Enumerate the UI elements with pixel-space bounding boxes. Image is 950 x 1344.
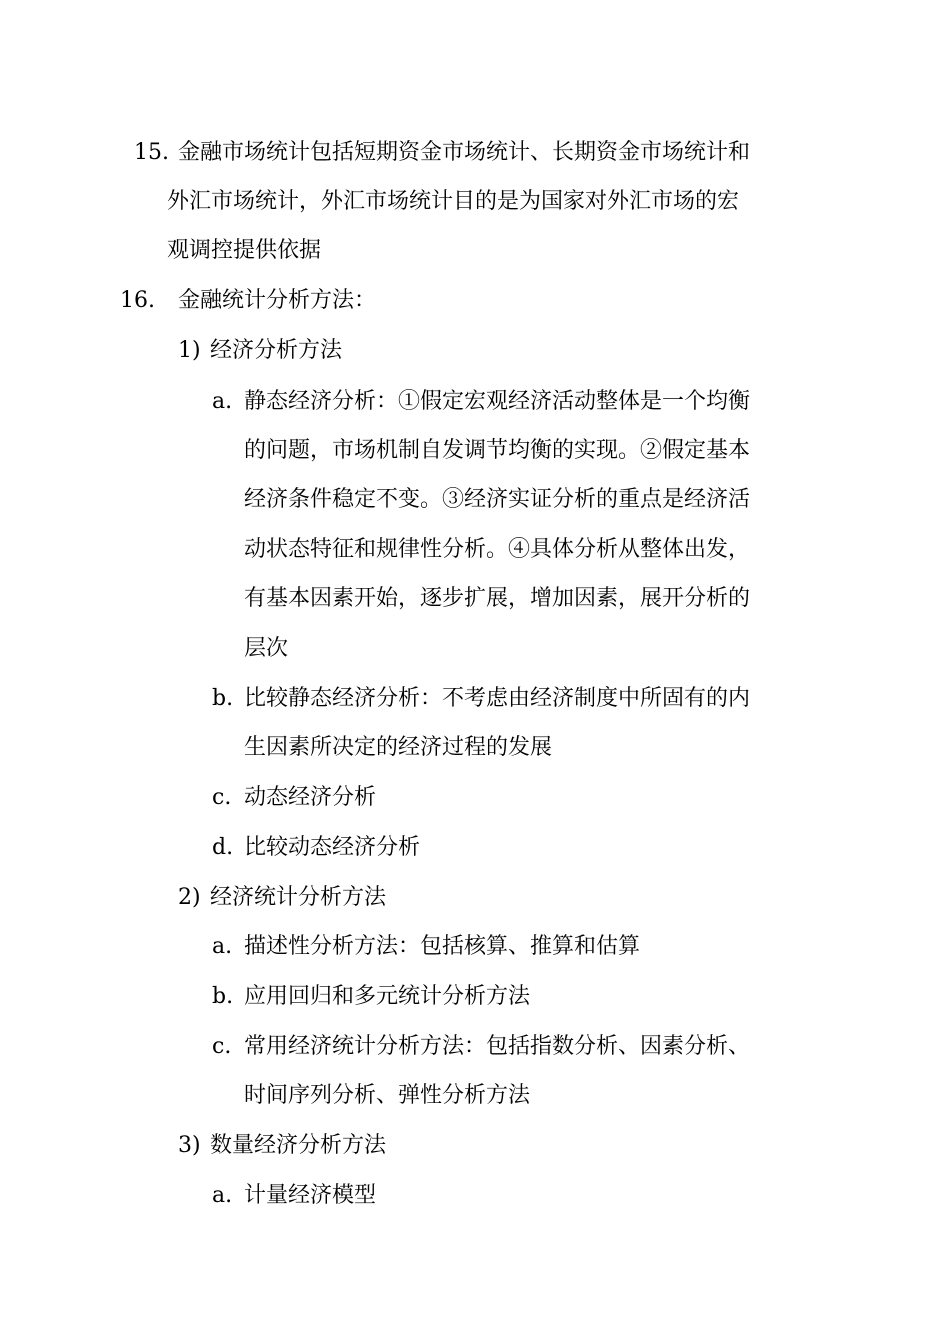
- subitem-line: 比较静态经济分析：不考虑由经济制度中所固有的内: [244, 686, 751, 711]
- subitem-line: 动状态特征和规律性分析。④具体分析从整体出发，: [244, 537, 751, 562]
- subitem-marker: a.: [212, 1183, 233, 1208]
- paragraph-line: 金融市场统计包括短期资金市场统计、长期资金市场统计和: [178, 140, 751, 165]
- subitem-line: 比较动态经济分析: [244, 835, 421, 860]
- subitem-line: 的问题，市场机制自发调节均衡的实现。②假定基本: [244, 438, 751, 463]
- subitem-marker: a.: [212, 389, 233, 414]
- section-title: 数量经济分析方法: [210, 1133, 387, 1158]
- paragraph-line: 外汇市场统计，外汇市场统计目的是为国家对外汇市场的宏: [167, 189, 740, 214]
- subitem-line: 生因素所决定的经济过程的发展: [244, 735, 553, 760]
- subitem-line: 应用回归和多元统计分析方法: [244, 984, 531, 1009]
- section-heading-1: 1): [178, 338, 201, 363]
- subitem-marker: b.: [212, 984, 234, 1009]
- list-item-16: [120, 276, 155, 326]
- subitem-line: 时间序列分析、弹性分析方法: [244, 1083, 531, 1108]
- subitem-line: 有基本因素开始，逐步扩展，增加因素，展开分析的: [244, 586, 751, 611]
- section-heading-2: 2): [178, 885, 201, 910]
- subitem-marker: b.: [212, 686, 234, 711]
- list-item-15: [134, 128, 169, 178]
- subitem-marker: c.: [212, 785, 232, 810]
- subitem-line: 常用经济统计分析方法：包括指数分析、因素分析、: [244, 1034, 751, 1059]
- section-title: 经济分析方法: [210, 338, 343, 363]
- item-number: 16.: [120, 288, 155, 313]
- section-heading-3: 3): [178, 1133, 201, 1158]
- subitem-marker: a.: [212, 934, 233, 959]
- subitem-marker: d.: [212, 835, 234, 860]
- section-title: 经济统计分析方法: [210, 885, 387, 910]
- subitem-line: 描述性分析方法：包括核算、推算和估算: [244, 934, 641, 959]
- item-number: 15.: [134, 140, 169, 165]
- subitem-line: 静态经济分析：①假定宏观经济活动整体是一个均衡: [244, 389, 751, 414]
- paragraph-line: 金融统计分析方法：: [178, 288, 377, 313]
- subitem-line: 动态经济分析: [244, 785, 377, 810]
- subitem-line: 计量经济模型: [244, 1183, 377, 1208]
- paragraph-line: 观调控提供依据: [167, 238, 322, 263]
- subitem-marker: c.: [212, 1034, 232, 1059]
- subitem-line: 层次: [244, 636, 289, 661]
- subitem-line: 经济条件稳定不变。③经济实证分析的重点是经济活: [244, 487, 751, 512]
